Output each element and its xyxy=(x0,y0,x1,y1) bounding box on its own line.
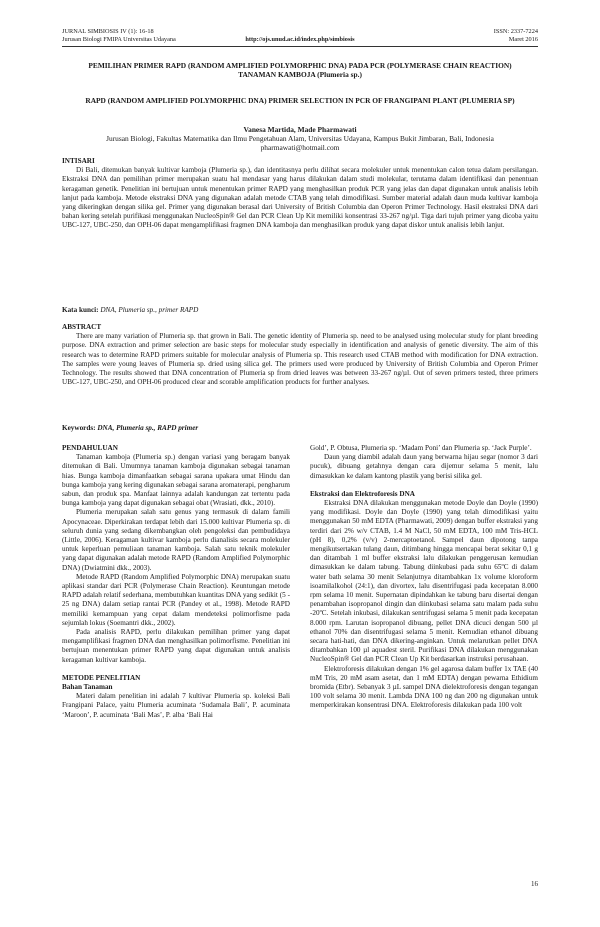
pendahuluan-heading: PENDAHULUAN xyxy=(62,444,118,452)
journal-name: JURNAL SIMBIOSIS IV (1): 16-18 xyxy=(62,28,154,35)
paragraph: Plumeria merupakan salah satu genus yang termasuk di dalam famili Apocynaceae. Diperkirakan terdapat lebih dari 15.000 kultivar Plumeria sp. di seluruh dunia yang sedang dikembangkan oleh pengoleksi dan pembudidaya (Little, 2006). Keragaman kultivar kamboja perlu dianalisis secara molekuler untuk keperluan pemuliaan tanaman kamboja. Salah satu teknik molekuler yang dapat digunakan adalah metode RAPD (Random Amplified Polymorphic DNA) (Dwiatmini dkk., 2003). xyxy=(62,508,290,572)
keywords-label: Keywords: xyxy=(62,424,98,432)
paragraph: Elektroforesis dilakukan dengan 1% gel agarosa dalam buffer 1x TAE (40 mM Tris, 20 mM asam asetat, dan 1 mM EDTA) dengan pewarna Ethidium bromida (Etbr). Sebanyak 3 µL sampel DNA dielektroforesis dengan tegangan 100 volt selama 30 menit. Lambda DNA 100 ng dan 200 ng digunakan untuk memperkirakan konsentrasi DNA. Elektroforesis dilakukan pada 100 volt xyxy=(310,664,538,710)
intisari-text: Di Bali, ditemukan banyak kultivar kamboja (Plumeria sp.), dan identitasnya perlu dilihat secara molekuler untuk menentukan calon tetua dalam persilangan. Ekstraksi DNA dan pemilihan primer merupakan suatu hal mendasar yang harus dilakukan dalam studi molekular, terutama dalam identifikasi dan penentuan keragaman genetik. Penelitian ini bertujuan untuk menentukan primer RAPD yang menghasilkan produk PCR yang jelas dan dapat digunakan untuk analisis lebih lanjut pada kamboja. Metode ekstraksi DNA yang digunakan adalah metode CTAB yang telah dimodifikasi. Sumber material adalah daun muda kultivar kamboja yang dikeringkan dengan silika gel. Primer yang digunakan berasal dari University of British Columbia dan Operon Primer Technology. Hasil ekstraksi DNA dari bahan kering setelah purifikasi menggunakan NucleoSpin® Gel dan PCR Clean Up Kit memiliki konsentrasi 33-267 ng/µl. Tiga dari tujuh primer yang dicoba yaitu UBC-127, UBC-250, dan OPH-06 dapat mengamplifikasi fragmen DNA kamboja dan menghasilkan produk yang dapat diskor untuk analisis lebih lanjut. xyxy=(62,166,538,230)
paragraph: Metode RAPD (Random Amplified Polymorphic DNA) merupakan suatu aplikasi standar dari PCR (Polymerase Chain Reaction). Keuntungan metode RAPD adalah relatif sederhana, membutuhkan kuantitas DNA yang sedikit (5 - 25 ng DNA) dalam setiap rantai PCR (Pandey et al., 1998). Metode RAPD memiliki kemampuan yang cepat dalam mendeteksi polimorfisme pada sejumlah lokus (Soemantri dkk., 2002). xyxy=(62,572,290,627)
header-right xyxy=(494,28,538,44)
right-column xyxy=(310,444,538,711)
kata-kunci-label: Kata kunci: xyxy=(62,306,101,314)
paragraph: Daun yang diambil adalah daun yang berwarna hijau segar (nomor 3 dari pucuk), dibuang getahnya dengan cara dijemur selama 5 menit, lalu dimasukkan ke dalam kantong plastik yang berisi silika gel. xyxy=(310,453,538,480)
abstract-heading: ABSTRACT xyxy=(62,323,102,331)
journal-url[interactable]: http://ojs.unud.ac.id/index.php/simbiosis xyxy=(245,36,355,43)
intisari-heading: INTISARI xyxy=(62,157,95,165)
intisari-section xyxy=(62,157,538,231)
issn: ISSN: 2337-7224 xyxy=(493,28,538,35)
paragraph: Gold’, P. Obtusa, Plumeria sp. ‘Madam Poni’ dan Plumeria sp. ‘Jack Purple’. xyxy=(310,444,532,452)
paragraph: Materi dalam penelitian ini adalah 7 kultivar Plumeria sp. koleksi Bali Frangipani Palace, yaitu Plumeria acuminata ‘Sudamala Bali’, P. acuminata ‘Maroon’, P. acuminata ‘Bali Mas’, P. alba ‘Bali Hai xyxy=(62,692,290,719)
email[interactable]: pharmawati@hotmail.com xyxy=(260,143,340,153)
author-block xyxy=(62,125,538,153)
page-number: 16 xyxy=(531,880,538,888)
journal-dept: Jurusan Biologi FMIPA Universitas Udayana xyxy=(62,36,176,43)
metode-heading: METODE PENELITIAN xyxy=(62,673,141,682)
kata-kunci-text: DNA, Plumeria sp., primer RAPD xyxy=(100,306,199,314)
paragraph: Tanaman kamboja (Plumeria sp.) dengan variasi yang beragam banyak ditemukan di Bali. Umumnya tanaman kamboja digunakan sebagai tanaman hias. Bunga kamboja dimanfaatkan sebagai sarana upakara umat Hindu dan bunga kamboja yang kering digunakan sebagai sarana aromaterapi, pengharum sabun, dan produk spa. Manfaat lainnya adalah kandungan zat tertentu pada bunga kamboja yang dapat digunakan sebagai obat (Wrasiati, dkk., 2010). xyxy=(62,453,290,508)
title-english: RAPD (RANDOM AMPLIFIED POLYMORPHIC DNA) PRIMER SELECTION IN PCR OF FRANGIPANI PLANT (PLUMERIA SP) xyxy=(85,96,515,105)
title-indonesian: PEMILIHAN PRIMER RAPD (RANDOM AMPLIFIED POLYMORPHIC DNA) PADA PCR (POLYMERASE CHAIN REACTION) TANAMAN KAMBOJA (Plumeria sp.) xyxy=(88,61,512,80)
kata-kunci xyxy=(62,306,538,315)
ekstraksi-heading: Ekstraksi dan Elektroforesis DNA xyxy=(310,489,415,498)
header-rule xyxy=(62,46,538,47)
keywords xyxy=(62,424,538,433)
affiliation: Jurusan Biologi, Fakultas Matematika dan Ilmu Pengetahuan Alam, Universitas Udayana, Kampus Bukit Jimbaran, Bali, Indonesia xyxy=(106,134,494,144)
abstract-text: There are many variation of Plumeria sp. that grown in Bali. The genetic identity of Plumeria sp. need to be analysed using molecular study for plant breeding purpose. DNA extraction and primer selection are basic steps for molecular study especially in identification and analysis of genetic diversity. The aim of this research was to determine RAPD primers suitable for molecular analysis of Plumeria sp. This research used CTAB method with modification for DNA extraction. The samples were young leaves of Plumeria sp. dried using silica gel. The primers used were produced by University of British Columbia and Operon Primer Technology. The results showed that DNA concentration of Plumeria sp from dried leaves was between 33-267 ng/µl. Out of seven primers tested, three primers UBC-127, UBC-250, and OPH-06 produced clear and scorable amplification products for further analyses. xyxy=(62,332,538,387)
authors: Vanesa Martida, Made Pharmawati xyxy=(243,125,357,134)
paragraph: Pada analisis RAPD, perlu dilakukan pemilihan primer yang dapat mengamplifikasi fragmen DNA dan menghasilkan polimorfisme. Penelitian ini bertujuan menentukan primer RAPD yang dapat digunakan untuk analisis keragaman kultivar kamboja. xyxy=(62,628,290,664)
paragraph: Ekstraksi DNA dilakukan menggunakan metode Doyle dan Doyle (1990) yang modifikasi. Doyle dan Doyle (1990) yang telah dimodifikasi yaitu menggunakan 50 mM EDTA (Pharmawati, 2009) dengan buffer ekstraksi yang terdiri dari 2% w/v CTAB, 1.4 M NaCl, 50 mM EDTA, 100 mM Tris-HCL (pH 8), 0,2% (v/v) 2-mercaptoetanol. Sampel daun dipotong tanpa mengikutsertakan tulang daun, ditimbang hingga mencapai berat sekitar 0,1 g dan ditambah 1 ml buffer ekstraksi lalu dilakukan penggerusan kemudian dimasukkan ke dalam tabung. Tabung diinkubasi pada suhu 65ºC di dalam water bath selama 30 menit Selanjutnya ditambahkan 1x volume kloroform isoamilalkohol (24:1), dan divortex, lalu disentrifugasi pada kecepatan 8.000 rpm selama 10 menit. Supernatan dipindahkan ke tabung baru disertai dengan penambahan isopropanol dingin dan diinkubasi selama satu malam pada suhu -20ºC. Setelah inkubasi, dilakukan sentrifugasi selama 5 menit pada kecepatan 8.000 rpm. Larutan isopropanol dibuang, pellet DNA dicuci dengan 500 µl ethanol 70% dan disentrifugasi selama 5 menit. Kemudian ethanol dibuang secara hati-hati, dan DNA dikering-anginkan. Untuk melarutkan pellet DNA ditambahkan 100 µl aquadest steril. Purifikasi DNA dilakukan menggunakan NucleoSpin® Gel dan PCR Clean Up Kit berdasarkan instruksi perusahaan. xyxy=(310,499,538,664)
bahan-heading: Bahan Tanaman xyxy=(62,683,113,692)
issue-date: Maret 2016 xyxy=(508,36,538,43)
keywords-text: DNA, Plumeria sp., RAPD primer xyxy=(97,424,199,432)
left-column xyxy=(62,444,290,720)
abstract-section xyxy=(62,323,538,387)
